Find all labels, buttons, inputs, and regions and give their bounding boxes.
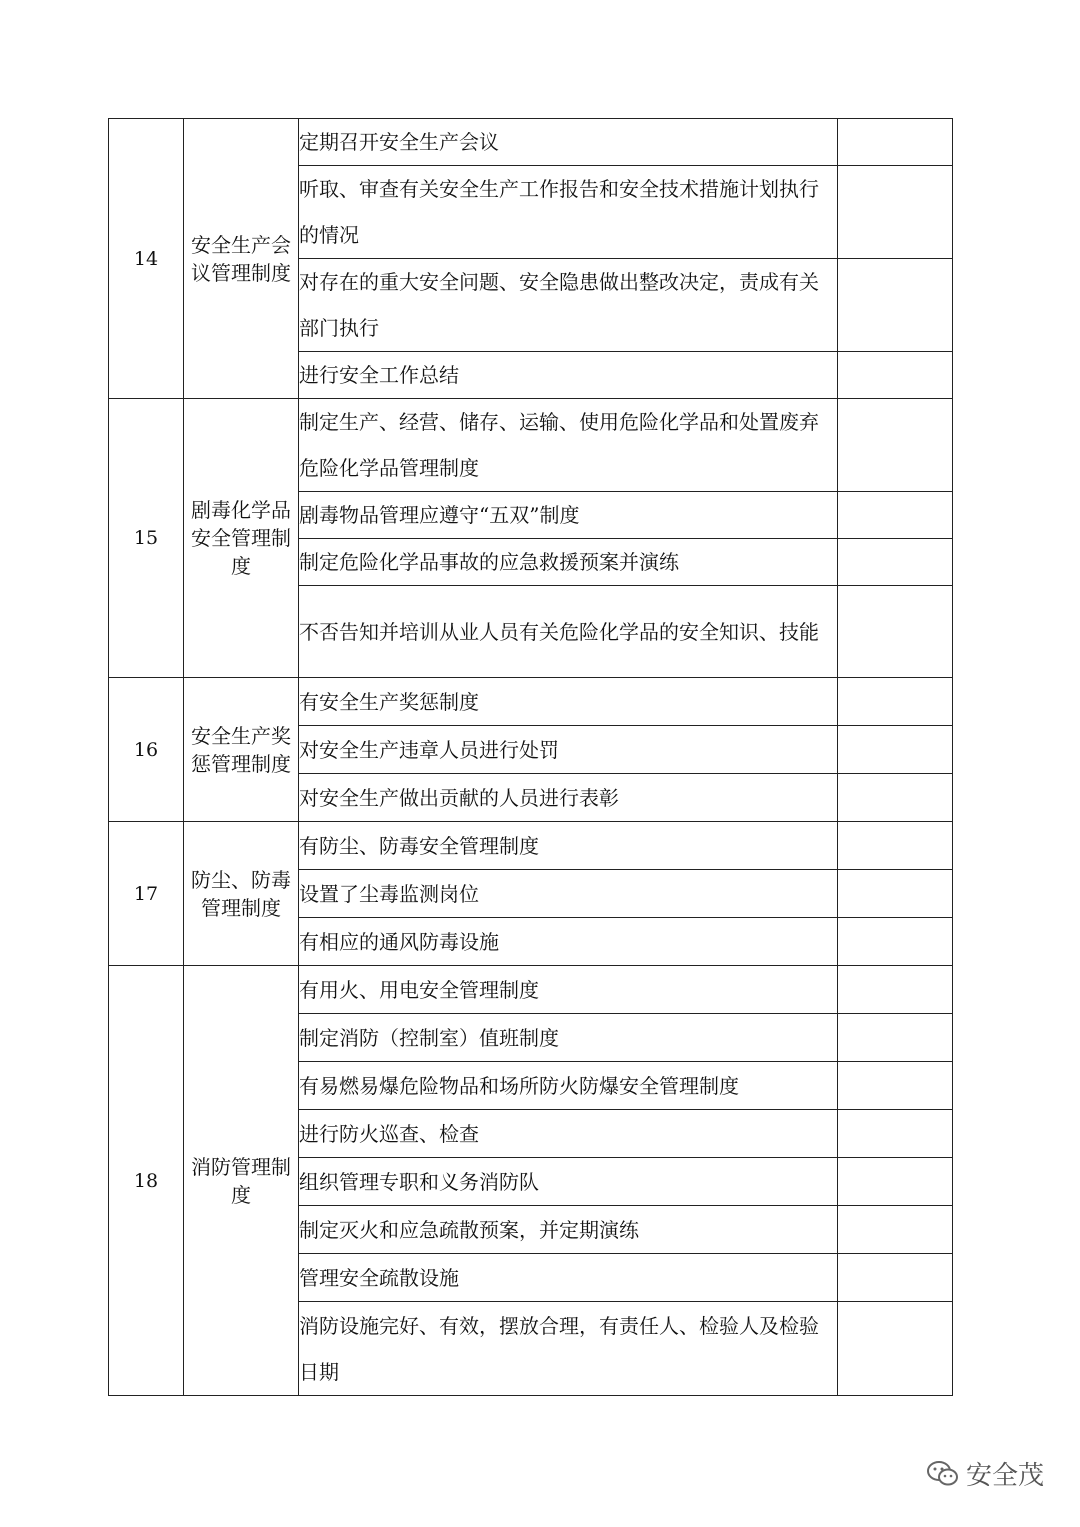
section-number: 16 bbox=[109, 678, 184, 822]
table-row bbox=[109, 678, 953, 726]
check-item: 有用火、用电安全管理制度 bbox=[299, 966, 838, 1014]
check-item: 有易燃易爆危险物品和场所防火防爆安全管理制度 bbox=[299, 1062, 838, 1110]
section-name: 安全生产会议管理制度 bbox=[184, 119, 299, 399]
check-cell[interactable] bbox=[838, 918, 953, 966]
check-item: 剧毒物品管理应遵守“五双”制度 bbox=[299, 492, 838, 539]
table-row bbox=[109, 119, 953, 166]
check-cell[interactable] bbox=[838, 399, 953, 492]
check-cell[interactable] bbox=[838, 166, 953, 259]
check-cell[interactable] bbox=[838, 586, 953, 678]
check-item: 管理安全疏散设施 bbox=[299, 1254, 838, 1302]
check-item: 设置了尘毒监测岗位 bbox=[299, 870, 838, 918]
check-item: 进行安全工作总结 bbox=[299, 352, 838, 399]
table-row bbox=[109, 966, 953, 1014]
check-cell[interactable] bbox=[838, 1110, 953, 1158]
watermark-text: 安全茂 bbox=[965, 1461, 1044, 1491]
checklist-table bbox=[108, 118, 953, 1396]
check-cell[interactable] bbox=[838, 259, 953, 352]
check-item: 制定生产、经营、储存、运输、使用危险化学品和处置废弃危险化学品管理制度 bbox=[299, 399, 838, 492]
check-item: 组织管理专职和义务消防队 bbox=[299, 1158, 838, 1206]
table-row bbox=[109, 399, 953, 492]
check-item: 对存在的重大安全问题、安全隐患做出整改决定，责成有关部门执行 bbox=[299, 259, 838, 352]
check-cell[interactable] bbox=[838, 1254, 953, 1302]
check-cell[interactable] bbox=[838, 352, 953, 399]
watermark bbox=[926, 1455, 1044, 1492]
check-item: 制定危险化学品事故的应急救援预案并演练 bbox=[299, 539, 838, 586]
check-cell[interactable] bbox=[838, 1014, 953, 1062]
check-cell[interactable] bbox=[838, 492, 953, 539]
table-row bbox=[109, 822, 953, 870]
check-cell[interactable] bbox=[838, 1206, 953, 1254]
section-name: 剧毒化学品安全管理制度 bbox=[184, 399, 299, 678]
check-item: 有安全生产奖惩制度 bbox=[299, 678, 838, 726]
section-number: 18 bbox=[109, 966, 184, 1396]
check-item: 不否告知并培训从业人员有关危险化学品的安全知识、技能 bbox=[299, 586, 838, 678]
check-cell[interactable] bbox=[838, 726, 953, 774]
wechat-icon bbox=[926, 1459, 960, 1489]
check-cell[interactable] bbox=[838, 966, 953, 1014]
check-item: 有相应的通风防毒设施 bbox=[299, 918, 838, 966]
check-item: 对安全生产做出贡献的人员进行表彰 bbox=[299, 774, 838, 822]
check-item: 定期召开安全生产会议 bbox=[299, 119, 838, 166]
check-item: 消防设施完好、有效，摆放合理，有责任人、检验人及检验日期 bbox=[299, 1302, 838, 1396]
check-cell[interactable] bbox=[838, 1302, 953, 1396]
check-cell[interactable] bbox=[838, 539, 953, 586]
check-cell[interactable] bbox=[838, 822, 953, 870]
check-cell[interactable] bbox=[838, 870, 953, 918]
check-item: 制定消防（控制室）值班制度 bbox=[299, 1014, 838, 1062]
section-name: 安全生产奖惩管理制度 bbox=[184, 678, 299, 822]
check-item: 有防尘、防毒安全管理制度 bbox=[299, 822, 838, 870]
check-item: 对安全生产违章人员进行处罚 bbox=[299, 726, 838, 774]
section-number: 15 bbox=[109, 399, 184, 678]
section-name: 消防管理制度 bbox=[184, 966, 299, 1396]
check-cell[interactable] bbox=[838, 119, 953, 166]
section-name: 防尘、防毒管理制度 bbox=[184, 822, 299, 966]
check-cell[interactable] bbox=[838, 1158, 953, 1206]
check-item: 听取、审查有关安全生产工作报告和安全技术措施计划执行的情况 bbox=[299, 166, 838, 259]
section-number: 17 bbox=[109, 822, 184, 966]
check-item: 进行防火巡查、检查 bbox=[299, 1110, 838, 1158]
check-cell[interactable] bbox=[838, 678, 953, 726]
check-cell[interactable] bbox=[838, 1062, 953, 1110]
check-item: 制定灭火和应急疏散预案，并定期演练 bbox=[299, 1206, 838, 1254]
check-cell[interactable] bbox=[838, 774, 953, 822]
section-number: 14 bbox=[109, 119, 184, 399]
